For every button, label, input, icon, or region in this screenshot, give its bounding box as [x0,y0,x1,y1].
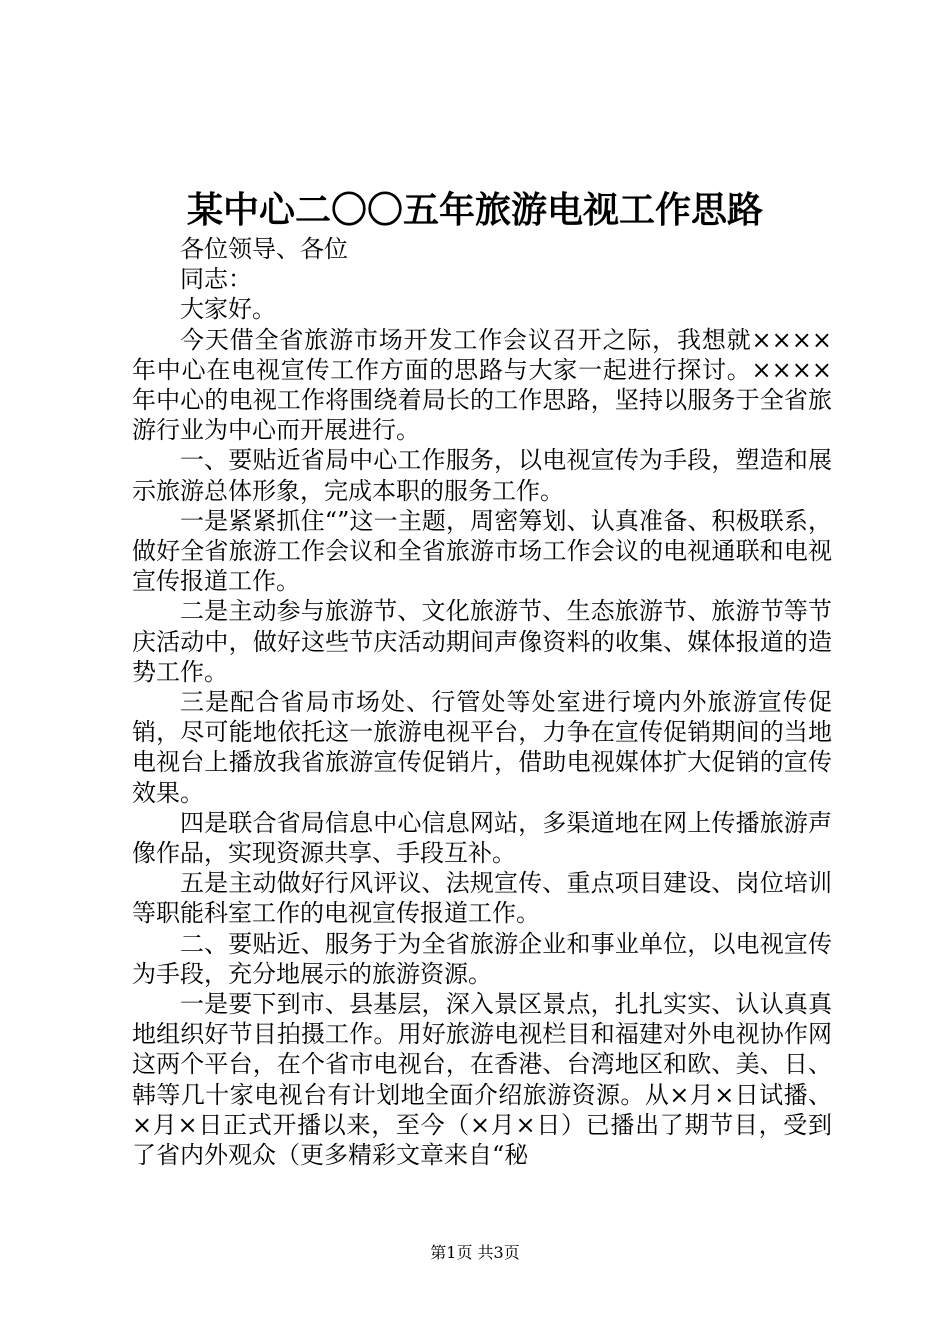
paragraph-greeting: 大家好。 [180,295,276,324]
paragraph-salutation: 各位领导、各位 [180,235,348,263]
paragraph-item: 一是要下到市、县基层，深入景区景点，扎扎实实、认认真真地组织好节目拍摄工作。用好旅游电视栏目和福建对外电视协作网这两个平台，在个省市电视台，在香港、台湾地区和欧、美、日、韩等几十家电视台有计划地全面介绍旅游资源。从×月×日试播、×月×日正式开播以来，至今（×月×日）已播出了期节目，受到了省内外观众（更多精彩文章来自“秘 [132,990,832,1170]
paragraph-item: 二是主动参与旅游节、文化旅游节、生态旅游节、旅游节等节庆活动中，做好这些节庆活动期间声像资料的收集、媒体报道的造势工作。 [132,597,832,686]
paragraph-item: 一是紧紧抓住“”这一主题，周密筹划、认真准备、积极联系，做好全省旅游工作会议和全省旅游市场工作会议的电视通联和电视宣传报道工作。 [132,506,832,596]
paragraph-salutation-cont: 同志： [180,265,252,294]
paragraph-intro: 今天借全省旅游市场开发工作会议召开之际，我想就××××年中心在电视宣传工作方面的思路与大家一起进行探讨。××××年中心的电视工作将围绕着局长的工作思路，坚持以服务于全省旅游行业为中心而开展进行。 [132,325,832,445]
paragraph-section-one: 一、要贴近省局中心工作服务，以电视宣传为手段，塑造和展示旅游总体形象，完成本职的服务工作。 [132,446,832,505]
paragraph-item: 五是主动做好行风评议、法规宣传、重点项目建设、岗位培训等职能科室工作的电视宣传报道工作。 [132,869,832,928]
document-title: 某中心二〇〇五年旅游电视工作思路 [186,189,763,231]
paragraph-item: 四是联合省局信息中心信息网站，多渠道地在网上传播旅游声像作品，实现资源共享、手段互补。 [132,808,832,868]
page-footer: 第1页 共3页 [430,1243,520,1262]
document-body [132,234,832,1170]
paragraph-item: 三是配合省局市场处、行管处等处室进行境内外旅游宣传促销，尽可能地依托这一旅游电视平台，力争在宣传促销期间的当地电视台上播放我省旅游宣传促销片，借助电视媒体扩大促销的宣传效果。 [132,688,832,807]
paragraph-section-two: 二、要贴近、服务于为全省旅游企业和事业单位，以电视宣传为手段，充分地展示的旅游资源。 [132,929,832,988]
